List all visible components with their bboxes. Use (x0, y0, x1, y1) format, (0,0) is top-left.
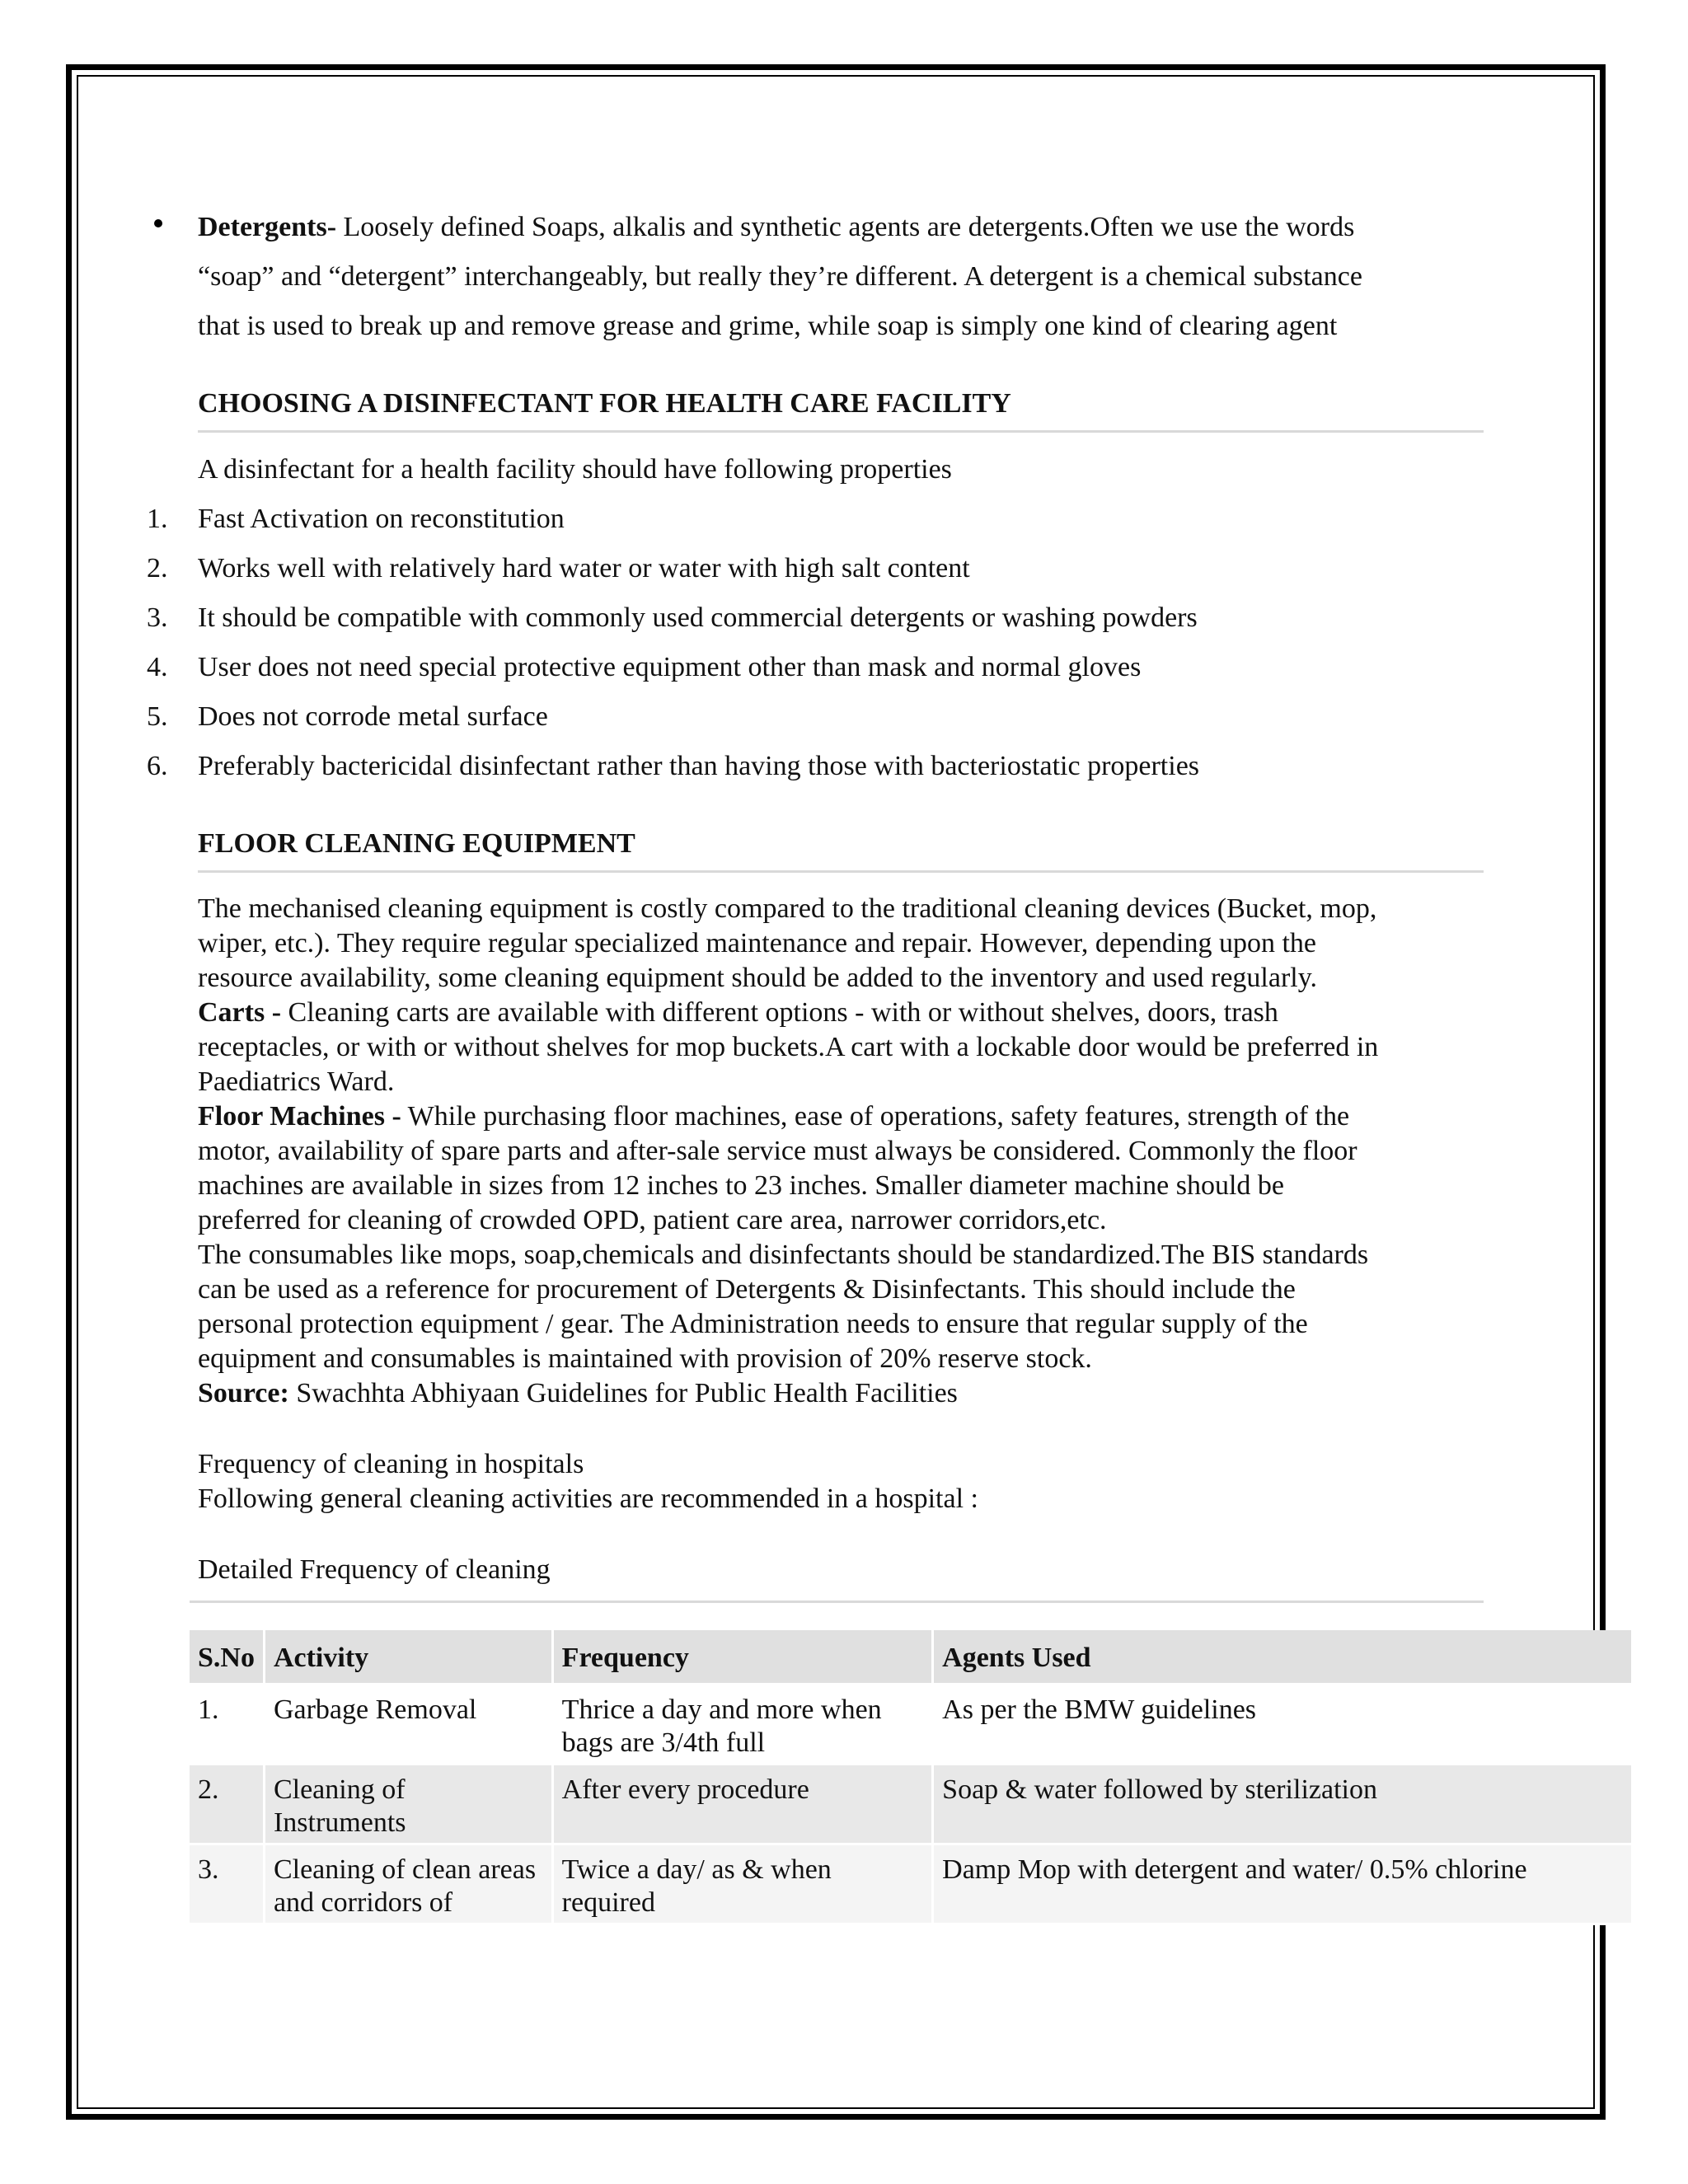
body-line-text: receptacles, or with or without shelves for mop buckets.A cart with a lockable door would be preferred in (198, 1032, 1379, 1062)
body-line (198, 1099, 1349, 1134)
disinfectant-heading: CHOOSING A DISINFECTANT FOR HEALTH CARE FACILITY (198, 388, 1011, 419)
body-line-text: preferred for cleaning of crowded OPD, patient care area, narrower corridors,etc. (198, 1205, 1107, 1235)
detergents-line-2: “soap” and “detergent” interchangeably, but really they’re different. A detergent is a chemical substance (198, 261, 1362, 292)
detergents-line-3: that is used to break up and remove grease and grime, while soap is simply one kind of clearing agent (198, 311, 1338, 341)
body-line (198, 1065, 394, 1099)
table-cell: After every procedure (552, 1765, 932, 1844)
list-item: Works well with relatively hard water or water with high salt content (198, 553, 970, 583)
body-line-text: resource availability, some cleaning equipment should be added to the inventory and used regularly. (198, 963, 1318, 993)
table-cell: Twice a day/ as & when required (552, 1844, 932, 1924)
list-item-number: 6. (147, 751, 168, 781)
floor-heading-rule (198, 870, 1484, 873)
table-row (190, 1765, 1633, 1844)
body-line-text: can be used as a reference for procurement of Detergents & Disinfectants. This should include the (198, 1274, 1296, 1305)
table-cell: 2. (190, 1765, 264, 1844)
table-cell: Thrice a day and more when bags are 3/4th full (552, 1685, 932, 1765)
body-line-text: Cleaning carts are available with different options - with or without shelves, doors, trash (281, 997, 1278, 1028)
list-item-number: 4. (147, 652, 168, 682)
body-line-text: Swachhta Abhiyaan Guidelines for Public Health Facilities (288, 1378, 958, 1408)
list-item: Preferably bactericidal disinfectant rather than having those with bacteriostatic properties (198, 751, 1200, 781)
body-line-text: Paediatrics Ward. (198, 1066, 395, 1097)
list-item-number: 3. (147, 602, 168, 633)
body-line (198, 1169, 1284, 1203)
body-line-text: equipment and consumables is maintained with provision of 20% reserve stock. (198, 1343, 1092, 1374)
detailed-frequency-title: Detailed Frequency of cleaning (198, 1554, 551, 1585)
table-header-row (190, 1630, 1633, 1685)
table-header-cell: Agents Used (933, 1630, 1633, 1685)
source-line (198, 1376, 958, 1411)
body-line-text: The consumables like mops, soap,chemicals and disinfectants should be standardized.The BIS standards (198, 1240, 1369, 1270)
table-header-cell: Activity (264, 1630, 552, 1685)
body-line (198, 892, 1376, 926)
detergents-line-1 (198, 203, 1354, 252)
body-line-text: personal protection equipment / gear. The Administration needs to ensure that regular supply of the (198, 1309, 1308, 1339)
table-cell: Cleaning of Instruments (264, 1765, 552, 1844)
disinfectant-intro: A disinfectant for a health facility should have following properties (198, 454, 952, 485)
body-line (198, 1030, 1378, 1065)
list-item-number: 1. (147, 504, 168, 534)
bullet-marker (154, 219, 162, 227)
table-cell: Damp Mop with detergent and water/ 0.5% chlorine (933, 1844, 1633, 1924)
detergents-text-1: Loosely defined Soaps, alkalis and synthetic agents are detergents.Often we use the words (336, 212, 1355, 242)
table-cell: Garbage Removal (264, 1685, 552, 1765)
table-header-cell: Frequency (552, 1630, 932, 1685)
disinfectant-heading-rule (198, 430, 1484, 433)
list-item-number: 5. (147, 701, 168, 732)
table-cell: 1. (190, 1685, 264, 1765)
body-line (198, 926, 1316, 961)
list-item: It should be compatible with commonly used commercial detergents or washing powders (198, 602, 1198, 633)
list-item: Fast Activation on reconstitution (198, 504, 565, 534)
table-row (190, 1844, 1633, 1924)
cleaning-frequency-table (190, 1630, 1634, 1925)
table-header-cell: S.No (190, 1630, 264, 1685)
body-line (198, 1342, 1092, 1376)
table-row (190, 1685, 1633, 1765)
body-line (198, 961, 1317, 996)
body-line-text: wiper, etc.). They require regular specialized maintenance and repair. However, depending upon the (198, 928, 1317, 958)
detailed-frequency-rule (190, 1601, 1484, 1603)
table-cell: 3. (190, 1844, 264, 1924)
inline-bold-label: Carts - (198, 997, 282, 1028)
list-item: User does not need special protective equipment other than mask and normal gloves (198, 652, 1142, 682)
frequency-line-2: Following general cleaning activities are recommended in a hospital : (198, 1483, 978, 1514)
body-line-text: motor, availability of spare parts and after-sale service must always be considered. Commonly the floor (198, 1136, 1357, 1166)
floor-equipment-heading: FLOOR CLEANING EQUIPMENT (198, 828, 635, 859)
body-line (198, 1307, 1308, 1342)
body-line (198, 1238, 1368, 1272)
body-line-text: While purchasing floor machines, ease of operations, safety features, strength of the (401, 1101, 1350, 1132)
detergents-term: Detergents- (198, 212, 337, 242)
list-item-number: 2. (147, 553, 168, 583)
body-line (198, 996, 1278, 1030)
table-cell: Cleaning of clean areas and corridors of (264, 1844, 552, 1924)
inline-bold-label: Floor Machines - (198, 1101, 401, 1132)
list-item: Does not corrode metal surface (198, 701, 548, 732)
body-line-text: machines are available in sizes from 12 inches to 23 inches. Smaller diameter machine should be (198, 1170, 1285, 1201)
body-line (198, 1134, 1357, 1169)
body-line (198, 1272, 1296, 1307)
table-cell: Soap & water followed by sterilization (933, 1765, 1633, 1844)
table-cell: As per the BMW guidelines (933, 1685, 1633, 1765)
body-line-text: The mechanised cleaning equipment is costly compared to the traditional cleaning devices (Bucket, mop, (198, 893, 1377, 924)
body-line (198, 1203, 1107, 1238)
inline-bold-label: Source: (198, 1378, 289, 1408)
frequency-line-1: Frequency of cleaning in hospitals (198, 1449, 584, 1479)
